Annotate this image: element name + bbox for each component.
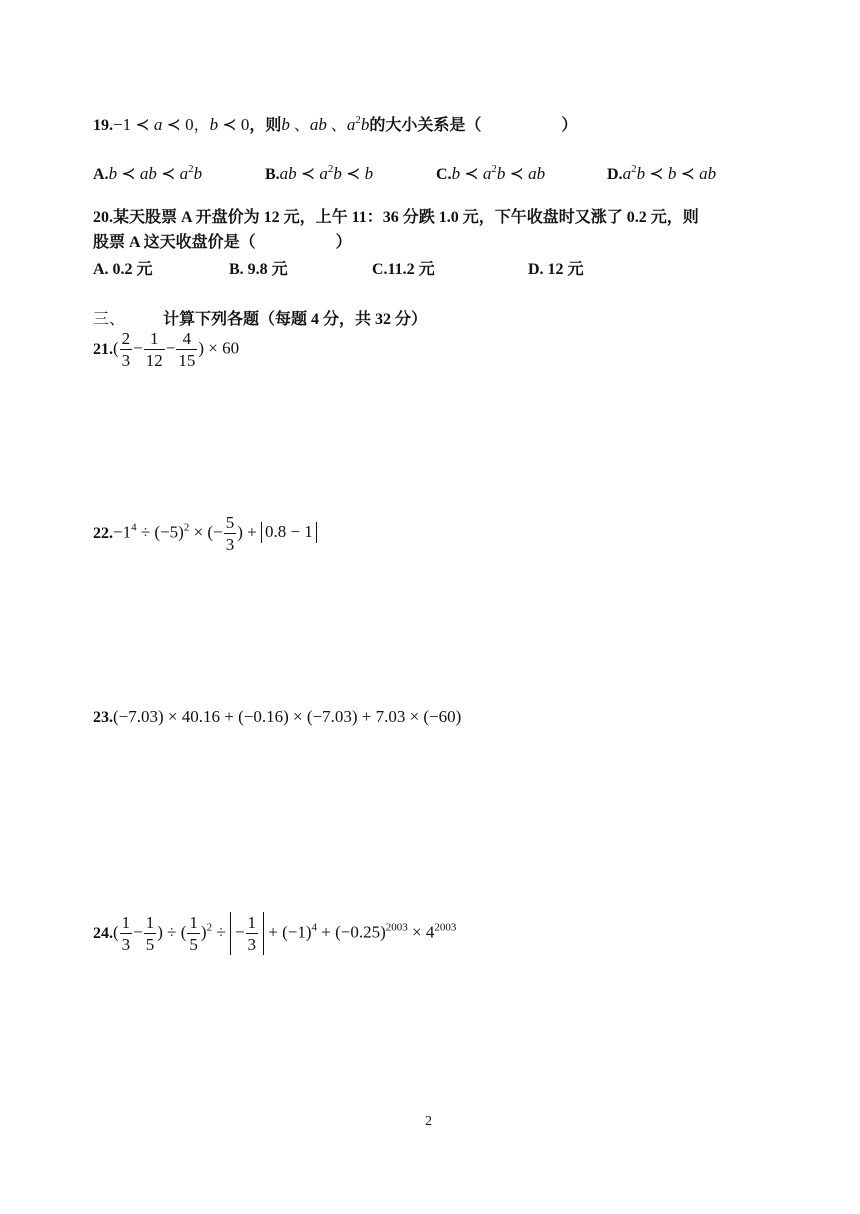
- q24-expression: ( $\frac{1}{3}$ − $\frac{1}{5}$ ) ÷ ( $\frac{1}{5}$ )$^2$ ÷ − $\frac{1}{3}$ + $(-1)^4 + (-0.25)^{2003} \times 4^{2003}$: [113, 913, 457, 954]
- q19-option-b: B.ab ≺ $a^2b$ ≺ b: [265, 163, 374, 183]
- q22-expression: $-1^4 \div (-5)^2$ × (− $\frac{5}{3}$ ) + 0.8 − 1: [113, 514, 317, 553]
- q19-expr-ab: ab: [309, 115, 327, 134]
- q24-number: 24.: [93, 924, 113, 942]
- question-19: 19.−1 ≺ a ≺ 0，b ≺ 0，则b 、ab 、$a^2b$的大小关系是（ ）: [93, 114, 578, 134]
- q19-then: ，则: [249, 117, 282, 134]
- q23-expression: (−7.03) × 40.16 + (−0.16) × (−7.03) + 7.03 × (−60): [113, 707, 462, 726]
- q20-option-c: C.11.2 元: [372, 261, 435, 278]
- question-22: [93, 514, 317, 553]
- question-24: [93, 912, 456, 955]
- q23-number: 23.: [93, 709, 113, 726]
- q20-option-a: A. 0.2 元: [93, 261, 153, 278]
- question-23: [93, 707, 461, 727]
- q19-number: 19.: [93, 117, 113, 134]
- section-3-title: 计算下列各题（每题 4 分，共 32 分）: [163, 311, 428, 328]
- q19-condition-b: b ≺ 0: [209, 115, 250, 134]
- q20-option-d: D. 12 元: [528, 261, 584, 278]
- question-21: [93, 330, 239, 369]
- q19-option-a: A.b ≺ ab ≺ $a^2b$: [93, 163, 203, 183]
- q19-option-d: $D.a^2b$ ≺ b ≺ ab: [607, 163, 717, 183]
- q21-expression: ( $\frac{2}{3}$ − $\frac{1}{12}$ − $\frac{4}{15}$ ) × 60: [113, 329, 240, 370]
- q20-option-b: B. 9.8 元: [229, 261, 288, 278]
- q19-expr-b: b: [281, 115, 290, 134]
- section-3-number: 三、: [93, 311, 126, 328]
- q21-number: 21.: [93, 340, 113, 358]
- page-number: 2: [425, 1114, 432, 1129]
- section-3-heading: [93, 306, 427, 329]
- q20-line1: 20.某天股票 A 开盘价为 12 元，上午 11：36 分跌 1.0 元，下午收盘时又涨了 0.2 元，则: [93, 209, 699, 226]
- q19-expr-a2b: $a^2b$: [346, 114, 370, 134]
- q19-tail: 的大小关系是（ ）: [369, 117, 578, 134]
- q19-condition-a: −1 ≺ a ≺ 0: [113, 115, 194, 134]
- q19-option-c: C.b ≺ $a^2b$ ≺ ab: [436, 163, 546, 183]
- q22-number: 22.: [93, 524, 113, 542]
- q20-line2: 股票 A 这天收盘价是（ ）: [93, 234, 352, 251]
